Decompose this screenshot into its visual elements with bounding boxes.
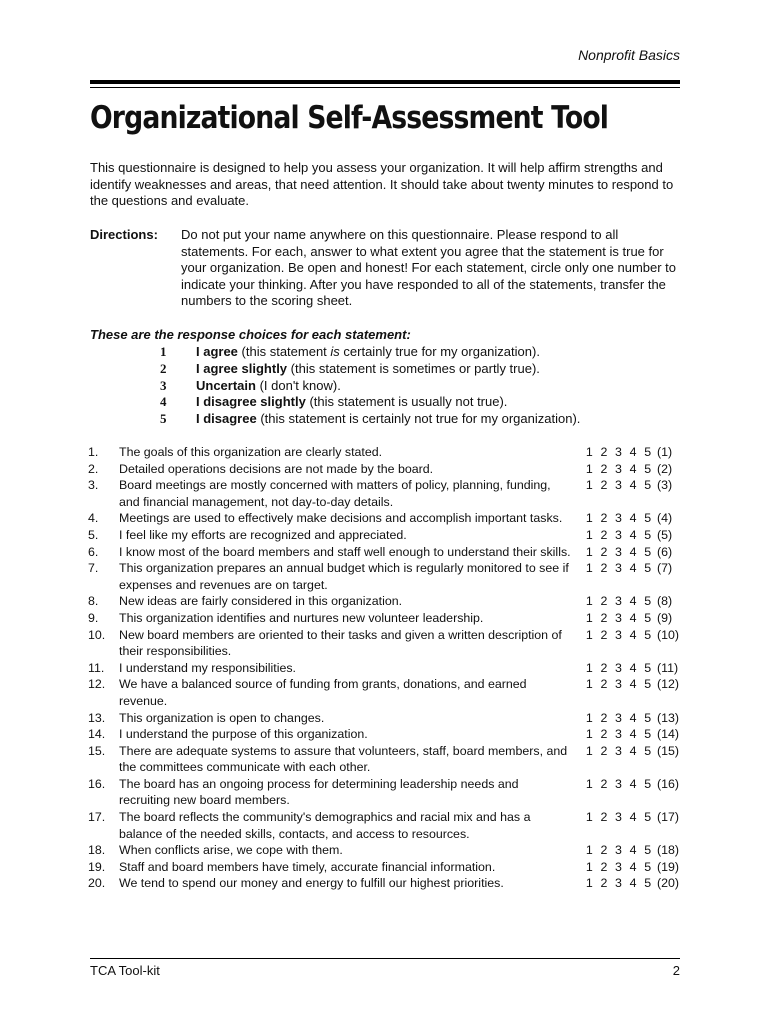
- rating-option[interactable]: 5: [644, 627, 652, 642]
- rating-option[interactable]: 5: [644, 677, 652, 692]
- statement-row: [88, 875, 682, 892]
- rating-option[interactable]: 3: [615, 776, 622, 791]
- statement-row: [88, 809, 682, 842]
- rating-option[interactable]: 5: [644, 876, 652, 891]
- statement-text: New ideas are fairly considered in this organization.: [119, 594, 403, 609]
- rating-option[interactable]: 5: [644, 743, 652, 758]
- rating-option[interactable]: 4: [629, 859, 637, 874]
- statement-row: [88, 660, 682, 677]
- statement-row: [88, 477, 682, 510]
- statement-row: [88, 743, 682, 776]
- statement-text: Staff and board members have timely, accurate financial information.: [119, 859, 496, 874]
- rating-option[interactable]: 3: [615, 544, 622, 559]
- rating-option[interactable]: 1: [585, 544, 593, 559]
- rating-option[interactable]: 1: [585, 461, 593, 476]
- rating-option[interactable]: 3: [615, 743, 622, 758]
- directions-block: [90, 227, 680, 310]
- choice-2: [160, 361, 580, 378]
- statement-ref: (16): [656, 776, 680, 791]
- statement-number: 11.: [88, 660, 105, 675]
- rating-scale: [582, 610, 682, 627]
- statement-number: 17.: [88, 810, 106, 825]
- choice-4: [160, 394, 580, 411]
- rating-option[interactable]: 2: [600, 627, 608, 642]
- header-rule-thin: [90, 87, 680, 88]
- statement-number: 18.: [88, 843, 106, 858]
- rating-option[interactable]: 3: [615, 461, 622, 476]
- statement-row: [88, 560, 682, 593]
- rating-option[interactable]: 2: [600, 660, 608, 675]
- page-number: 2: [672, 963, 680, 978]
- choice-label: Uncertain: [196, 377, 256, 393]
- rating-option[interactable]: 1: [585, 810, 593, 825]
- statement-row: [88, 776, 682, 809]
- rating-option[interactable]: 5: [644, 461, 652, 476]
- statement-text: I know most of the board members and staff well enough to understand their skills.: [119, 544, 571, 559]
- choice-1: [160, 344, 580, 361]
- rating-option[interactable]: 4: [629, 478, 637, 493]
- rating-option[interactable]: 2: [600, 461, 608, 476]
- statement-ref: (8): [656, 594, 673, 609]
- rating-option[interactable]: 2: [600, 843, 608, 858]
- statement-text: When conflicts arise, we cope with them.: [119, 843, 343, 858]
- choice-5: [160, 411, 580, 428]
- statement-row: [88, 859, 682, 876]
- statement-text: Board meetings are mostly concerned with matters of policy, planning, funding, and financial management, not day-to-day details.: [119, 478, 551, 509]
- rating-option[interactable]: 3: [615, 511, 622, 526]
- rating-option[interactable]: 4: [629, 710, 637, 725]
- rating-option[interactable]: 2: [600, 710, 608, 725]
- statement-number: 5.: [88, 527, 99, 542]
- rating-option[interactable]: 2: [600, 527, 608, 542]
- statement-number: 9.: [88, 610, 99, 625]
- rating-option[interactable]: 5: [644, 445, 652, 459]
- statement-ref: (20): [656, 876, 680, 891]
- statement-text: There are adequate systems to assure that volunteers, staff, board members, and the committees communicate with each other.: [119, 743, 568, 775]
- statement-row: [88, 593, 682, 610]
- statement-row: [88, 726, 682, 743]
- rating-option[interactable]: 2: [600, 859, 608, 874]
- rating-option[interactable]: 1: [585, 677, 593, 692]
- rating-option[interactable]: 1: [585, 527, 593, 542]
- rating-scale: [582, 660, 682, 677]
- statement-ref: (12): [656, 677, 680, 692]
- statement-number: 4.: [88, 511, 99, 526]
- choice-desc: (this statement is usually not true).: [305, 394, 508, 410]
- statement-text: This organization identifies and nurtures new volunteer leadership.: [119, 610, 484, 625]
- statement-number: 10.: [88, 627, 106, 642]
- statement-number: 1.: [88, 445, 99, 459]
- rating-option[interactable]: 1: [585, 627, 593, 642]
- rating-option[interactable]: 5: [644, 544, 652, 559]
- statement-ref: (3): [656, 478, 673, 493]
- rating-option[interactable]: 4: [629, 511, 637, 526]
- statement-number: 3.: [88, 478, 99, 493]
- statement-number: 15.: [88, 743, 106, 758]
- statement-ref: (9): [656, 610, 673, 625]
- rating-option[interactable]: 3: [615, 627, 622, 642]
- rating-option[interactable]: 1: [585, 478, 593, 493]
- rating-option[interactable]: 2: [600, 478, 608, 493]
- statement-row: [88, 444, 682, 461]
- rating-option[interactable]: 5: [644, 660, 652, 675]
- choice-label: I agree slightly: [196, 360, 288, 376]
- choice-desc-end: certainly true for my organization).: [339, 344, 540, 359]
- statement-ref: (1): [656, 445, 673, 459]
- statement-row: [88, 510, 682, 527]
- statement-text: I understand the purpose of this organization.: [119, 727, 368, 742]
- rating-option[interactable]: 3: [615, 445, 622, 459]
- rating-option[interactable]: 1: [585, 727, 593, 742]
- rating-option[interactable]: 5: [644, 810, 652, 825]
- statement-ref: (17): [656, 810, 680, 825]
- footer-title: TCA Tool-kit: [90, 963, 160, 978]
- rating-scale: [582, 510, 682, 527]
- rating-option[interactable]: 2: [600, 876, 608, 891]
- rating-option[interactable]: 5: [644, 478, 652, 493]
- choice-desc: (this statement is sometimes or partly true).: [287, 360, 540, 376]
- statement-text: The goals of this organization are clearly stated.: [119, 445, 383, 459]
- statement-text: I understand my responsibilities.: [119, 660, 296, 675]
- statement-text: This organization prepares an annual budget which is regularly monitored to see if expenses and revenues are on target.: [119, 561, 569, 592]
- rating-option[interactable]: 4: [629, 445, 637, 459]
- rating-scale: [582, 444, 682, 461]
- rating-option[interactable]: 3: [615, 710, 622, 725]
- statement-ref: (19): [656, 859, 680, 874]
- statement-number: 16.: [88, 776, 106, 791]
- choice-emphasis: is: [330, 344, 340, 359]
- statement-text: We have a balanced source of funding from grants, donations, and earned revenue.: [119, 677, 527, 708]
- rating-option[interactable]: 2: [600, 610, 608, 625]
- rating-option[interactable]: 4: [629, 743, 637, 758]
- rating-scale: [582, 627, 682, 660]
- rating-option[interactable]: 1: [585, 561, 593, 576]
- rating-option[interactable]: 4: [629, 544, 637, 559]
- statement-row: [88, 842, 682, 859]
- rating-option[interactable]: 5: [644, 843, 652, 858]
- intro-paragraph: This questionnaire is designed to help you assess your organization. It will help affirm strengths and identify weaknesses and areas, that need attention. It should take about twenty minutes to respond to the questions and evaluate.: [90, 160, 674, 208]
- directions-text: Do not put your name anywhere on this questionnaire. Please respond to all statements. For each, answer to what extent you agree that the statement is true for your organization. Be open and honest! For each statement, circle only one number to indicate your thinking. After you have responded to all of the statements, transfer the numbers to the scoring sheet.: [181, 227, 677, 308]
- rating-option[interactable]: 2: [600, 743, 608, 758]
- rating-option[interactable]: 5: [644, 594, 652, 609]
- rating-option[interactable]: 2: [600, 544, 608, 559]
- rating-option[interactable]: 2: [600, 776, 608, 791]
- rating-option[interactable]: 3: [615, 843, 622, 858]
- rating-option[interactable]: 1: [585, 843, 593, 858]
- page-title: Organizational Self-Assessment Tool: [90, 100, 609, 136]
- rating-option[interactable]: 2: [600, 810, 608, 825]
- rating-option[interactable]: 4: [629, 610, 637, 625]
- statement-text: I feel like my efforts are recognized and appreciated.: [119, 527, 407, 542]
- rating-scale: [582, 676, 682, 709]
- statement-list: [88, 444, 682, 892]
- statement-text: Meetings are used to effectively make decisions and accomplish important tasks.: [119, 511, 563, 526]
- rating-option[interactable]: 4: [629, 461, 637, 476]
- rating-option[interactable]: 5: [644, 610, 652, 625]
- rating-scale: [582, 776, 682, 809]
- statement-number: 6.: [88, 544, 99, 559]
- statement-row: [88, 627, 682, 660]
- rating-option[interactable]: 5: [644, 776, 652, 791]
- statement-ref: (15): [656, 743, 680, 758]
- rating-option[interactable]: 2: [600, 561, 608, 576]
- rating-option[interactable]: 5: [644, 561, 652, 576]
- rating-scale: [582, 859, 682, 876]
- choice-3: [160, 378, 580, 395]
- rating-option[interactable]: 5: [644, 527, 652, 542]
- header-rule-thick: [90, 80, 680, 84]
- statement-ref: (6): [656, 544, 673, 559]
- statement-number: 14.: [88, 727, 106, 742]
- statement-text: The board reflects the community's demographics and racial mix and has a balance of the needed skills, contacts, and access to resources.: [119, 810, 531, 841]
- rating-option[interactable]: 4: [629, 527, 637, 542]
- response-choices: [160, 344, 580, 428]
- rating-option[interactable]: 3: [615, 859, 622, 874]
- rating-scale: [582, 710, 682, 727]
- rating-option[interactable]: 1: [585, 445, 593, 459]
- rating-option[interactable]: 1: [585, 511, 593, 526]
- rating-option[interactable]: 1: [585, 660, 593, 675]
- rating-scale: [582, 593, 682, 610]
- rating-option[interactable]: 3: [615, 876, 622, 891]
- statement-number: 7.: [88, 561, 99, 576]
- rating-option[interactable]: 4: [629, 776, 637, 791]
- statement-number: 13.: [88, 710, 106, 725]
- rating-scale: [582, 560, 682, 593]
- rating-option[interactable]: 4: [629, 810, 637, 825]
- rating-option[interactable]: 1: [585, 859, 593, 874]
- statement-text: Detailed operations decisions are not made by the board.: [119, 461, 434, 476]
- rating-scale: [582, 527, 682, 544]
- choice-desc: (I don't know).: [255, 377, 341, 393]
- choice-desc: (this statement is certainly not true for my organization).: [256, 411, 581, 427]
- rating-scale: [582, 875, 682, 892]
- rating-option[interactable]: 3: [615, 561, 622, 576]
- choice-label: I disagree: [196, 411, 257, 427]
- statement-number: 12.: [88, 677, 106, 692]
- statement-row: [88, 610, 682, 627]
- statement-ref: (14): [656, 727, 680, 742]
- rating-scale: [582, 461, 682, 478]
- statement-ref: (2): [656, 461, 673, 476]
- rating-option[interactable]: 5: [644, 859, 652, 874]
- choices-heading: These are the response choices for each statement:: [90, 327, 411, 342]
- rating-option[interactable]: 4: [629, 561, 637, 576]
- footer-rule: [90, 958, 680, 959]
- rating-option[interactable]: 1: [585, 710, 593, 725]
- rating-option[interactable]: 2: [600, 594, 608, 609]
- rating-scale: [582, 842, 682, 859]
- section-header: Nonprofit Basics: [578, 47, 680, 63]
- statement-ref: (5): [656, 527, 673, 542]
- statement-row: [88, 544, 682, 561]
- statement-number: 2.: [88, 461, 99, 476]
- statement-ref: (18): [656, 843, 680, 858]
- rating-option[interactable]: 4: [629, 876, 637, 891]
- statement-number: 8.: [88, 594, 99, 609]
- rating-option[interactable]: 3: [615, 478, 622, 493]
- choice-label: I agree: [196, 344, 238, 359]
- rating-option[interactable]: 4: [629, 627, 637, 642]
- rating-option[interactable]: 5: [644, 511, 652, 526]
- statement-number: 20.: [88, 876, 106, 891]
- choice-number: 1: [160, 344, 167, 359]
- rating-scale: [582, 743, 682, 776]
- choice-number: 3: [160, 377, 167, 393]
- choice-label: I disagree slightly: [196, 394, 306, 410]
- rating-option[interactable]: 1: [585, 594, 593, 609]
- rating-option[interactable]: 3: [615, 810, 622, 825]
- statement-row: [88, 527, 682, 544]
- statement-row: [88, 710, 682, 727]
- rating-option[interactable]: 3: [615, 594, 622, 609]
- rating-option[interactable]: 3: [615, 727, 622, 742]
- rating-option[interactable]: 4: [629, 677, 637, 692]
- rating-option[interactable]: 1: [585, 610, 593, 625]
- rating-option[interactable]: 4: [629, 660, 637, 675]
- statement-number: 19.: [88, 859, 106, 874]
- rating-option[interactable]: 4: [629, 843, 637, 858]
- rating-option[interactable]: 3: [615, 660, 622, 675]
- rating-scale: [582, 809, 682, 842]
- rating-option[interactable]: 1: [585, 743, 593, 758]
- statement-text: The board has an ongoing process for determining leadership needs and recruiting new board members.: [119, 776, 519, 808]
- statement-ref: (4): [656, 511, 673, 526]
- rating-option[interactable]: 3: [615, 527, 622, 542]
- rating-option[interactable]: 3: [615, 677, 622, 692]
- rating-scale: [582, 726, 682, 743]
- rating-option[interactable]: 5: [644, 727, 652, 742]
- rating-option[interactable]: 4: [629, 727, 637, 742]
- statement-ref: (7): [656, 561, 673, 576]
- rating-option[interactable]: 1: [585, 776, 593, 791]
- choice-number: 4: [160, 394, 167, 410]
- rating-option[interactable]: 2: [600, 445, 608, 459]
- choice-number: 2: [160, 360, 167, 376]
- rating-option[interactable]: 2: [600, 727, 608, 742]
- rating-option[interactable]: 3: [615, 610, 622, 625]
- statement-text: New board members are oriented to their tasks and given a written description of their responsibilities.: [119, 627, 562, 659]
- statement-ref: (10): [656, 627, 680, 642]
- choice-desc: (this statement: [237, 344, 331, 359]
- rating-option[interactable]: 2: [600, 677, 608, 692]
- directions-label: Directions:: [90, 227, 158, 242]
- statement-row: [88, 676, 682, 709]
- rating-option[interactable]: 4: [629, 594, 637, 609]
- rating-option[interactable]: 2: [600, 511, 608, 526]
- rating-option[interactable]: 1: [585, 876, 593, 891]
- rating-scale: [582, 544, 682, 561]
- statement-text: We tend to spend our money and energy to fulfill our highest priorities.: [119, 876, 504, 891]
- statement-text: This organization is open to changes.: [119, 710, 325, 725]
- statement-row: [88, 461, 682, 478]
- choice-number: 5: [160, 411, 167, 427]
- rating-option[interactable]: 5: [644, 710, 652, 725]
- statement-ref: (13): [656, 710, 680, 725]
- rating-scale: [582, 477, 682, 510]
- statement-ref: (11): [656, 660, 679, 675]
